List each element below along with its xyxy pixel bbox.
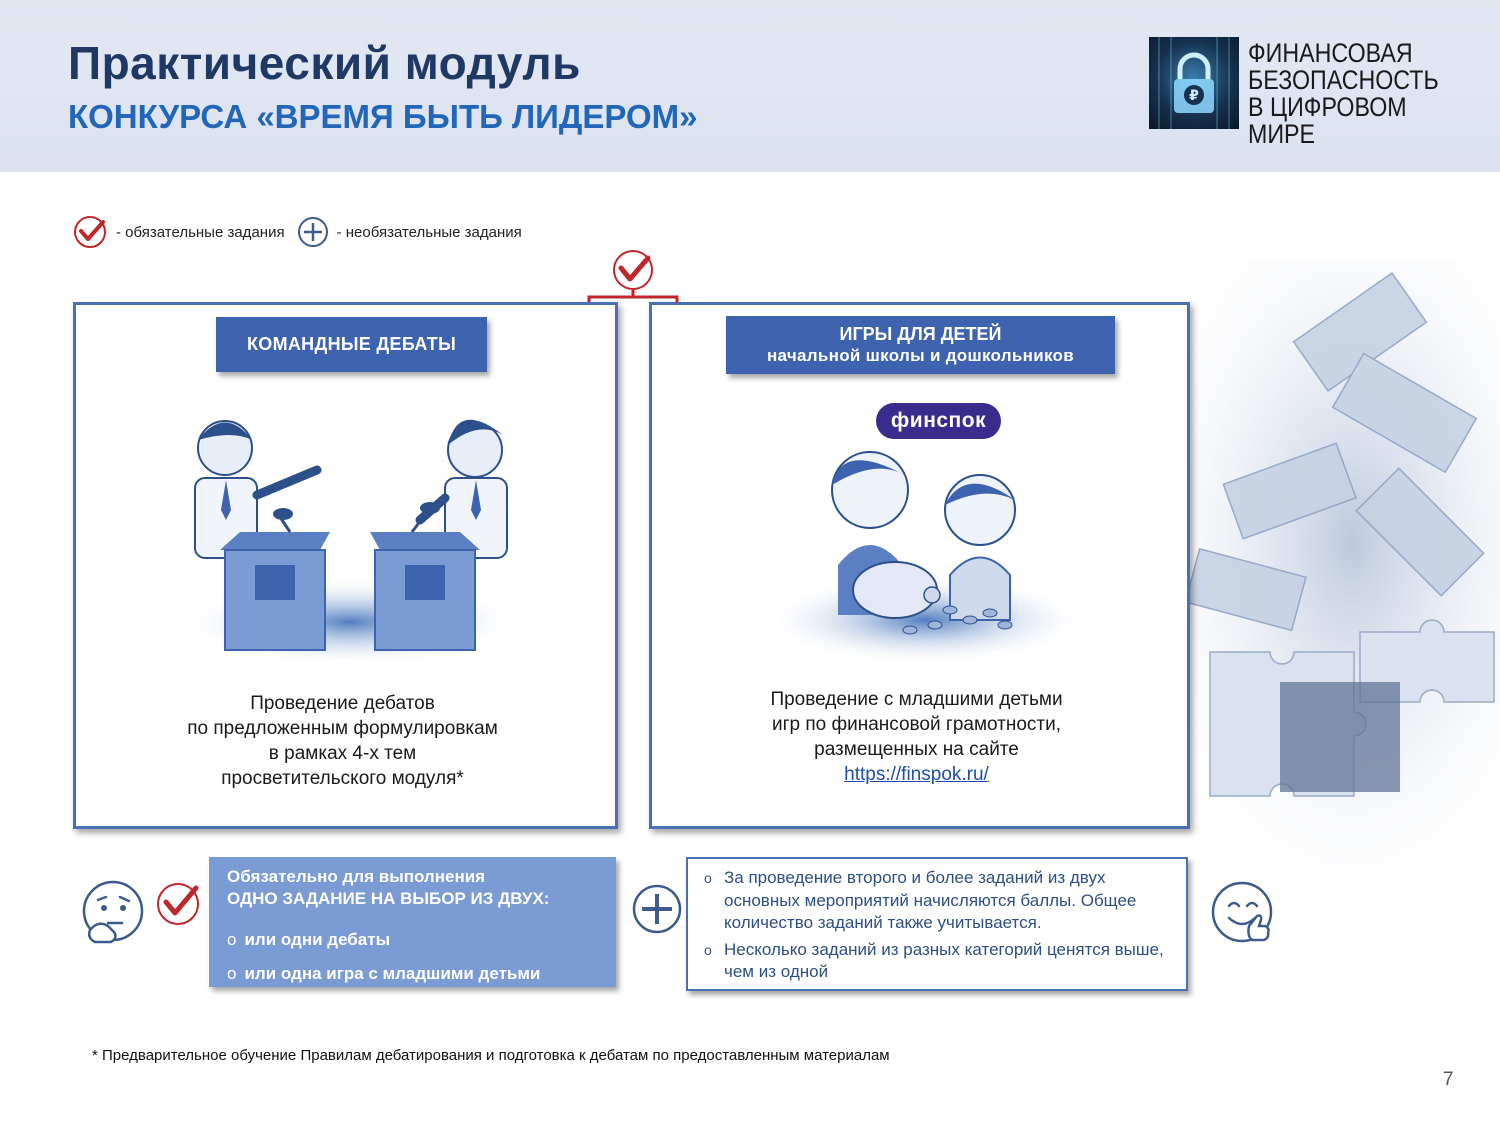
svg-text:₽: ₽ bbox=[1189, 88, 1199, 104]
required-task-box bbox=[209, 857, 616, 987]
card-text-debates bbox=[76, 691, 609, 791]
card-games-text-line: игр по финансовой грамотности, bbox=[771, 714, 1062, 735]
card-title-games-line1: ИГРЫ ДЛЯ ДЕТЕЙ bbox=[839, 324, 1002, 344]
lock-icon bbox=[1149, 37, 1239, 129]
card-debates-text-line: Проведение дебатов bbox=[250, 693, 435, 714]
list-item: o Несколько заданий из разных категорий ценятся выше, чем из одной bbox=[704, 939, 1164, 981]
plus-circle-icon bbox=[630, 882, 684, 936]
legend bbox=[72, 214, 522, 250]
check-circle-icon bbox=[72, 214, 108, 250]
finspok-link[interactable]: https://finspok.ru/ bbox=[844, 764, 989, 785]
children-illustration bbox=[760, 445, 1090, 670]
page-subtitle: КОНКУРСА «ВРЕМЯ БЫТЬ ЛИДЕРОМ» bbox=[68, 98, 698, 135]
optional-task-box bbox=[686, 857, 1188, 991]
logo-line-1: ФИНАНСОВАЯ bbox=[1248, 38, 1413, 68]
list-item: o или одни дебаты bbox=[227, 930, 391, 949]
required-line-2: ОДНО ЗАДАНИЕ НА ВЫБОР ИЗ ДВУХ: bbox=[227, 889, 550, 908]
logo-line-3: В ЦИФРОВОМ МИРЕ bbox=[1248, 92, 1407, 149]
card-title-games-line2: начальной школы и дошкольников bbox=[766, 346, 1074, 365]
card-games-text-line: размещенных на сайте bbox=[814, 739, 1019, 760]
debates-illustration bbox=[180, 400, 520, 670]
card-text-games bbox=[652, 687, 1181, 787]
card-debates-text-line: в рамках 4-х тем bbox=[268, 743, 417, 764]
card-title-debates: КОМАНДНЫЕ ДЕБАТЫ bbox=[216, 317, 487, 372]
thinking-face-icon bbox=[78, 878, 148, 948]
page-title: Практический модуль bbox=[68, 37, 581, 89]
legend-required-label: - обязательные задания bbox=[116, 223, 285, 241]
logo-line-2: БЕЗОПАСНОСТЬ bbox=[1248, 65, 1439, 95]
required-line-1: Обязательно для выполнения bbox=[227, 867, 486, 886]
plus-circle-icon bbox=[297, 216, 329, 248]
logo-lock-image bbox=[1149, 37, 1239, 129]
legend-optional-label: - необязательные задания bbox=[336, 223, 522, 241]
finspok-logo-badge: финспок bbox=[876, 403, 1001, 439]
check-circle-icon bbox=[155, 881, 201, 927]
card-debates-text-line: просветительского модуля* bbox=[221, 768, 464, 789]
logo-text bbox=[1248, 40, 1465, 148]
card-debates-text-line: по предложенным формулировкам bbox=[187, 718, 498, 739]
cards-connector bbox=[586, 248, 680, 304]
footnote: * Предварительное обучение Правилам дебатирования и подготовка к дебатам по предоставленным материалам bbox=[92, 1047, 890, 1064]
smiling-face-icon bbox=[1209, 880, 1277, 948]
card-title-games bbox=[726, 316, 1115, 374]
page-number: 7 bbox=[1443, 1069, 1454, 1090]
card-games-text-line: Проведение с младшими детьми bbox=[770, 689, 1063, 710]
list-item: o За проведение второго и более заданий из двух основных мероприятий начисляются баллы. Общее количество заданий также учитывается. bbox=[704, 868, 1137, 932]
list-item: o или одна игра с младшими детьми bbox=[227, 964, 541, 983]
